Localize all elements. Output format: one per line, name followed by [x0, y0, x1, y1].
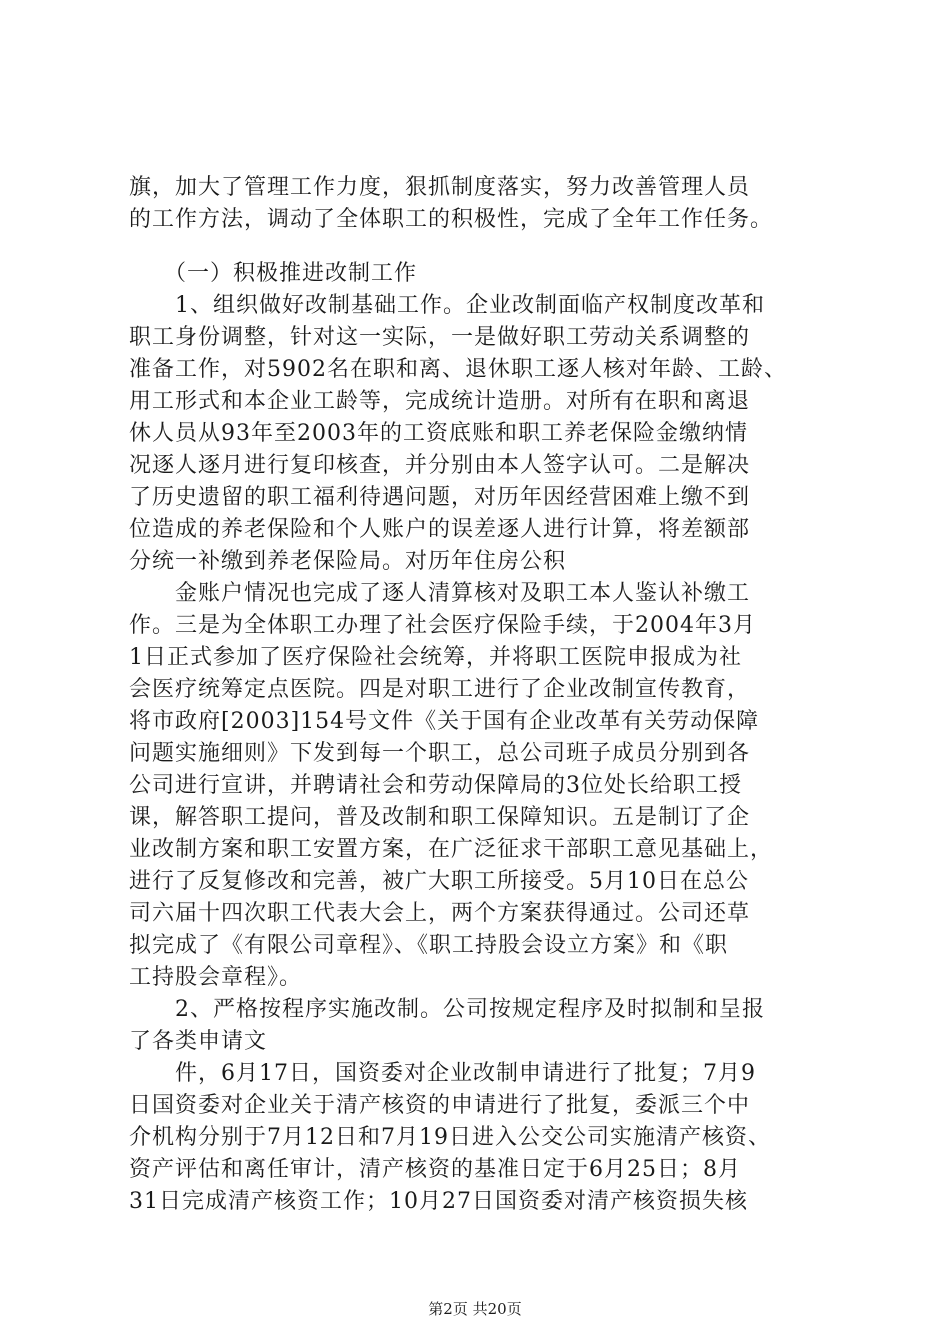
page-footer: 第2页 共20页 — [428, 1300, 522, 1318]
text-line: 金账户情况也完成了逐人清算核对及职工本人鉴认补缴工 — [129, 581, 751, 606]
text-line: 准备工作，对5902名在职和离、退休职工逐人核对年龄、工龄、 — [129, 357, 787, 382]
text-line: 了历史遗留的职工福利待遇问题，对历年因经营困难上缴不到 — [129, 485, 751, 510]
text-line: 介机构分别于7月12日和7月19日进入公交公司实施清产核资、 — [129, 1125, 771, 1150]
text-line: 2、严格按程序实施改制。公司按规定程序及时拟制和呈报 — [129, 997, 765, 1022]
text-line: 司六届十四次职工代表大会上，两个方案获得通过。公司还草 — [129, 901, 751, 926]
text-line: 会医疗统筹定点医院。四是对职工进行了企业改制宣传教育， — [129, 677, 751, 702]
text-line: 1、组织做好改制基础工作。企业改制面临产权制度改革和 — [129, 293, 765, 318]
text-line: 了各类申请文 — [129, 1029, 268, 1054]
text-line: 将市政府[2003]154号文件《关于国有企业改革有关劳动保障 — [129, 709, 760, 734]
text-line: （一）积极推进改制工作 — [129, 261, 418, 286]
text-line: 分统一补缴到养老保险局。对历年住房公积 — [129, 549, 567, 574]
paragraph-main — [129, 258, 829, 1218]
text-line: 位造成的养老保险和个人账户的误差逐人进行计算，将差额部 — [129, 517, 751, 542]
text-line: 拟完成了《有限公司章程》、《职工持股会设立方案》和《职 — [129, 933, 729, 958]
text-line: 公司进行宣讲，并聘请社会和劳动保障局的3位处长给职工授 — [129, 773, 742, 798]
text-line: 课，解答职工提问，普及改制和职工保障知识。五是制订了企 — [129, 805, 751, 830]
text-line: 休人员从93年至2003年的工资底账和职工养老保险金缴纳情 — [129, 421, 748, 446]
paragraph-gap — [129, 236, 829, 258]
text-line: 的工作方法，调动了全体职工的积极性，完成了全年工作任务。 — [129, 207, 774, 232]
text-line: 职工身份调整，针对这一实际，一是做好职工劳动关系调整的 — [129, 325, 751, 350]
text-line: 工持股会章程》。 — [129, 965, 303, 990]
text-line: 问题实施细则》下发到每一个职工，总公司班子成员分别到各 — [129, 741, 751, 766]
text-line: 用工形式和本企业工龄等，完成统计造册。对所有在职和离退 — [129, 389, 751, 414]
text-line: 作。三是为全体职工办理了社会医疗保险手续，于2004年3月 — [129, 613, 756, 638]
document-body — [129, 172, 829, 1218]
text-line: 日国资委对企业关于清产核资的申请进行了批复，委派三个中 — [129, 1093, 751, 1118]
paragraph-intro — [129, 172, 829, 236]
text-line: 业改制方案和职工安置方案，在广泛征求干部职工意见基础上， — [129, 837, 774, 862]
text-line: 况逐人逐月进行复印核查，并分别由本人签字认可。二是解决 — [129, 453, 751, 478]
text-line: 进行了反复修改和完善，被广大职工所接受。5月10日在总公 — [129, 869, 749, 894]
text-line: 资产评估和离任审计，清产核资的基准日定于6月25日；8月 — [129, 1157, 741, 1182]
text-line: 31日完成清产核资工作；10月27日国资委对清产核资损失核 — [129, 1189, 748, 1214]
text-line: 件，6月17日，国资委对企业改制申请进行了批复；7月9 — [129, 1061, 756, 1086]
text-line: 旗，加大了管理工作力度，狠抓制度落实，努力改善管理人员 — [129, 175, 751, 200]
text-line: 1日正式参加了医疗保险社会统筹，并将职工医院申报成为社 — [129, 645, 742, 670]
